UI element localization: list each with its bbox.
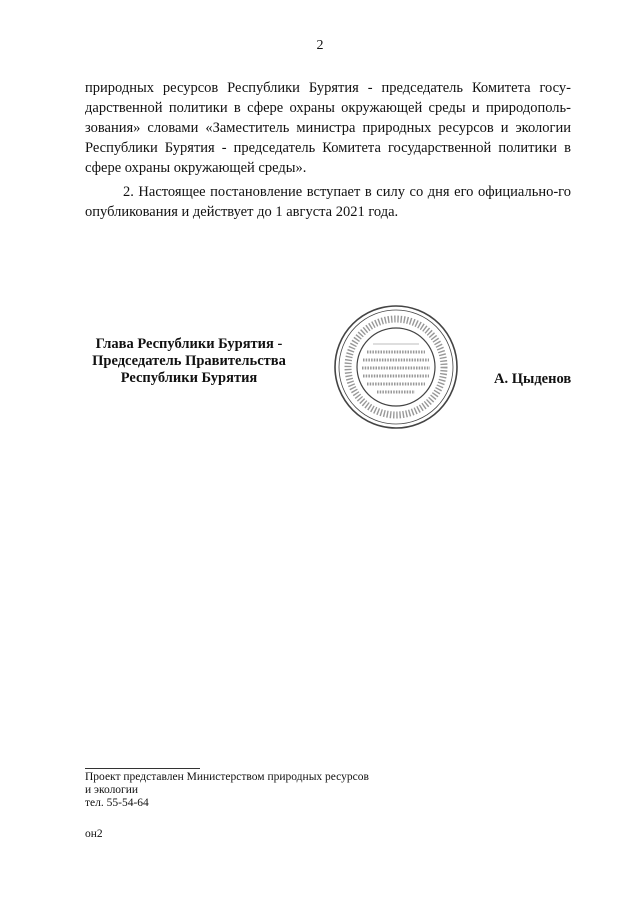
footnote-line: и экологии [85, 784, 139, 796]
official-seal [333, 304, 459, 430]
paragraph-line: сфере охраны окружающей среды». [85, 160, 307, 176]
clause-2: 2. Настоящее постановление вступает в силу со дня его официально-го опубликования и действует до 1 августа 2021 года. [85, 184, 571, 220]
document-code: он2 [85, 828, 103, 840]
body-paragraph [85, 78, 571, 178]
page-number: 2 [316, 38, 324, 53]
paragraph-line: зования» словами «Заместитель министра природных ресурсов и экологии [85, 120, 571, 136]
footnote [85, 771, 369, 810]
footnote-line: тел. 55-54-64 [85, 797, 149, 809]
paragraph-line: дарственной политики в сфере охраны окружающей среды и природополь- [85, 100, 571, 116]
paragraph-line: природных ресурсов Республики Бурятия - председатель Комитета госу- [85, 80, 571, 96]
signature-title [70, 336, 308, 387]
signature-title-line: Глава Республики Бурятия - [95, 336, 283, 352]
signature-title-line: Председатель Правительства [92, 353, 286, 369]
footnote-divider [85, 768, 200, 769]
signature-title-line: Республики Бурятия [120, 370, 258, 386]
footnote-line: Проект представлен Министерством природных ресурсов [85, 771, 369, 783]
signer-name: А. Цыденов [494, 371, 572, 387]
paragraph-line: Республики Бурятия - председатель Комитета государственной политики в [85, 140, 571, 156]
